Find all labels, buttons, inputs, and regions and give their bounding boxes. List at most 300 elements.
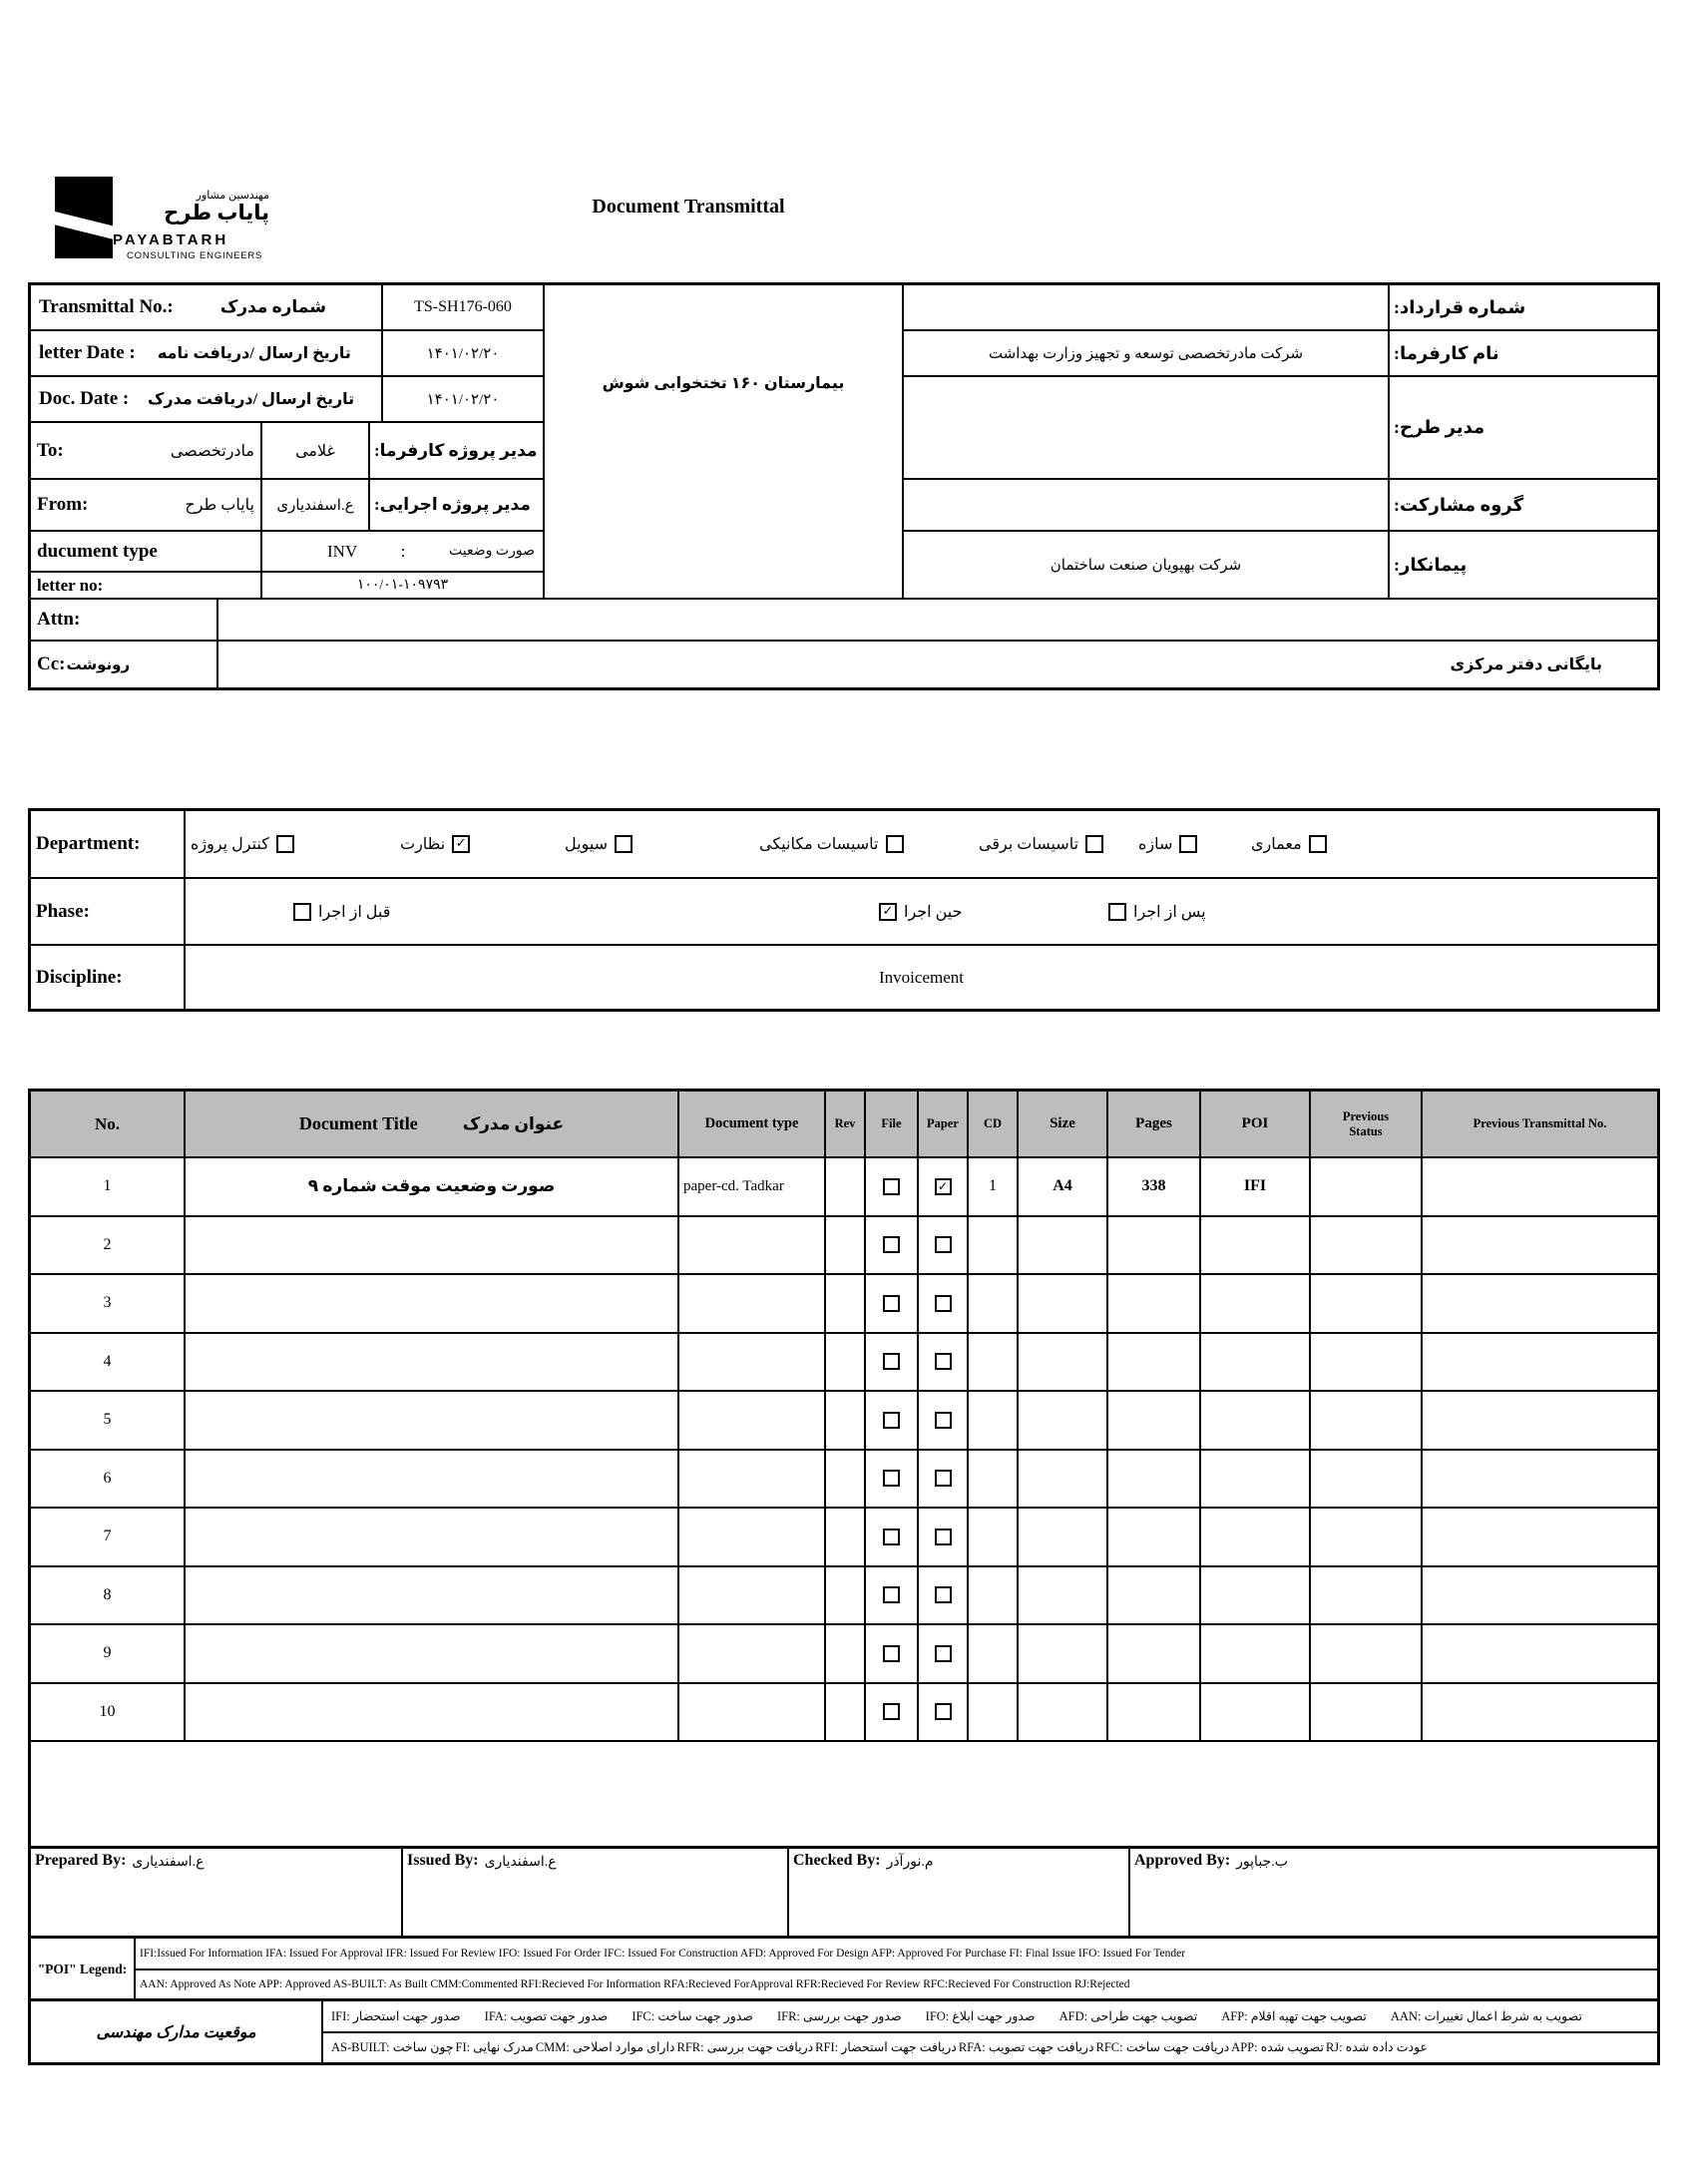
cell-size bbox=[1018, 1508, 1107, 1566]
plan-manager-label: مدیر طرح: bbox=[1389, 376, 1658, 479]
cell-poi bbox=[1200, 1450, 1310, 1509]
file-checkbox[interactable] bbox=[883, 1353, 900, 1370]
cell-pages: 338 bbox=[1107, 1157, 1200, 1216]
table-row bbox=[30, 1624, 1658, 1683]
contract-no-label: شماره قرارداد: bbox=[1389, 284, 1658, 330]
letter-date-label: letter Date : تاریخ ارسال /دریافت نامه bbox=[30, 330, 382, 376]
cell-prev_transmittal bbox=[1422, 1333, 1658, 1392]
cell-no: 6 bbox=[30, 1450, 185, 1509]
checkbox-option bbox=[565, 834, 633, 854]
legend-text: صدور جهت ساخت bbox=[657, 2008, 753, 2023]
checkbox-option-label: کنترل پروژه bbox=[191, 836, 269, 853]
cell-title bbox=[185, 1450, 678, 1509]
cell-paper bbox=[918, 1624, 968, 1683]
col-header-no: No. bbox=[30, 1091, 185, 1157]
cell-cd: 1 bbox=[968, 1157, 1018, 1216]
cell-file bbox=[865, 1216, 918, 1275]
file-checkbox[interactable] bbox=[883, 1470, 900, 1487]
checkbox-option-label: تاسیسات مکانیکی bbox=[759, 836, 879, 853]
col-header-doc-type: Document type bbox=[678, 1091, 825, 1157]
cell-cd bbox=[968, 1216, 1018, 1275]
table-row bbox=[30, 1157, 1658, 1216]
fa-legend-item bbox=[676, 2039, 813, 2055]
checkbox-option bbox=[293, 902, 390, 922]
cell-size bbox=[1018, 1450, 1107, 1509]
fa-legend-item bbox=[331, 2008, 461, 2024]
cell-pages bbox=[1107, 1216, 1200, 1275]
department-options bbox=[185, 810, 1658, 878]
cell-rev bbox=[825, 1216, 865, 1275]
client-name-label: نام کارفرما: bbox=[1389, 330, 1658, 376]
cell-file bbox=[865, 1566, 918, 1625]
file-checkbox[interactable] bbox=[883, 1412, 900, 1429]
cell-doc_type bbox=[678, 1566, 825, 1625]
cell-no: 2 bbox=[30, 1216, 185, 1275]
cell-size bbox=[1018, 1274, 1107, 1333]
cell-rev bbox=[825, 1450, 865, 1509]
cell-prev_transmittal bbox=[1422, 1274, 1658, 1333]
cc-label: Cc: رونوشت bbox=[30, 641, 217, 688]
attn-label: Attn: bbox=[30, 599, 217, 641]
cell-title bbox=[185, 1508, 678, 1566]
file-checkbox[interactable] bbox=[883, 1529, 900, 1545]
cell-rev bbox=[825, 1274, 865, 1333]
letter-date-value: ۱۴۰۱/۰۲/۲۰ bbox=[382, 330, 544, 376]
fa-legend-item bbox=[1391, 2008, 1582, 2024]
paper-checkbox[interactable] bbox=[935, 1295, 952, 1312]
cell-doc_type bbox=[678, 1274, 825, 1333]
cell-cd bbox=[968, 1333, 1018, 1392]
checked-checkbox[interactable]: ✓ bbox=[452, 835, 470, 853]
fa-legend-item bbox=[331, 2039, 454, 2055]
file-checkbox[interactable] bbox=[883, 1586, 900, 1603]
cell-doc_type bbox=[678, 1333, 825, 1392]
cell-pages bbox=[1107, 1391, 1200, 1450]
prepared-by: Prepared By: ع.اسفندیاری bbox=[30, 1848, 402, 1938]
paper-checkbox[interactable] bbox=[935, 1353, 952, 1370]
checked-checkbox[interactable]: ✓ bbox=[879, 903, 897, 921]
cell-cd bbox=[968, 1391, 1018, 1450]
checkbox-option-label: پس از اجرا bbox=[1133, 903, 1206, 921]
cell-pages bbox=[1107, 1566, 1200, 1625]
cell-no: 4 bbox=[30, 1333, 185, 1392]
cell-poi bbox=[1200, 1624, 1310, 1683]
department-label: Department: bbox=[30, 810, 185, 878]
cell-title bbox=[185, 1624, 678, 1683]
table-row bbox=[30, 1391, 1658, 1450]
approved-by: Approved By: ب.جباپور bbox=[1129, 1848, 1658, 1938]
cell-no: 8 bbox=[30, 1566, 185, 1625]
checkbox-option-label: معماری bbox=[1251, 836, 1302, 853]
jv-group-value bbox=[903, 479, 1389, 531]
document-type-value: INV : صورت وضعیت bbox=[261, 531, 544, 572]
cc-value: بایگانی دفتر مرکزی bbox=[217, 641, 1658, 688]
legend-code: AFP: bbox=[1221, 2008, 1251, 2023]
cell-size bbox=[1018, 1624, 1107, 1683]
cell-size: A4 bbox=[1018, 1157, 1107, 1216]
checkbox-option bbox=[879, 902, 963, 922]
document-type-label: ducument type bbox=[30, 531, 261, 572]
legend-code: IFR: bbox=[776, 2008, 804, 2023]
cell-size bbox=[1018, 1333, 1107, 1392]
col-header-cd: CD bbox=[968, 1091, 1018, 1157]
legend-text: تصویب جهت طراحی bbox=[1090, 2008, 1198, 2023]
cell-poi bbox=[1200, 1508, 1310, 1566]
cell-size bbox=[1018, 1683, 1107, 1742]
client-pm-label: مدیر پروژه کارفرما: bbox=[369, 422, 544, 479]
logo-mark-icon bbox=[55, 177, 113, 258]
cell-paper bbox=[918, 1566, 968, 1625]
cell-doc_type bbox=[678, 1450, 825, 1509]
company-logo bbox=[55, 177, 294, 266]
fa-legend-item bbox=[959, 2039, 1094, 2055]
legend-text: چون ساخت bbox=[392, 2040, 454, 2055]
checkbox-option bbox=[1108, 902, 1206, 922]
cell-paper bbox=[918, 1274, 968, 1333]
cell-cd bbox=[968, 1624, 1018, 1683]
signature-row bbox=[30, 1848, 1658, 1938]
cell-title bbox=[185, 1216, 678, 1275]
contract-no-value bbox=[903, 284, 1389, 330]
cell-size bbox=[1018, 1391, 1107, 1450]
legend-code: IFA: bbox=[484, 2008, 511, 2023]
cell-poi bbox=[1200, 1391, 1310, 1450]
checkbox-option-label: نظارت bbox=[400, 836, 446, 853]
legend-text: دریافت جهت بررسی bbox=[706, 2040, 814, 2055]
cell-prev_transmittal bbox=[1422, 1450, 1658, 1509]
poi-legend-line-1: IFI:Issued For Information IFA: Issued For Approval IFR: Issued For Review IFO: Issued For Order IFC: Issued For Construction AFD: Approved For Design AFP: Approved For Purchase FI: Final Issue IFO: Issued For Tender bbox=[135, 1938, 1658, 1969]
legend-text: صدور جهت تصویب bbox=[510, 2008, 609, 2023]
poi-legend-line-2: AAN: Approved As Note APP: Approved AS-BUILT: As Built CMM:Commented RFI:Recieved For Information RFA:Recieved ForApproval RFR:Recieved For Review RFC:Recieved For Construction RJ:Rejected bbox=[135, 1969, 1658, 2001]
file-checkbox[interactable] bbox=[883, 1703, 900, 1720]
table-row bbox=[30, 1216, 1658, 1275]
cell-no: 9 bbox=[30, 1624, 185, 1683]
cell-prev_status bbox=[1310, 1216, 1422, 1275]
legend-code: RJ: bbox=[1325, 2040, 1346, 2055]
legend-code: APP: bbox=[1231, 2040, 1261, 2055]
cell-prev_status bbox=[1310, 1508, 1422, 1566]
cell-pages bbox=[1107, 1683, 1200, 1742]
cell-doc_type bbox=[678, 1624, 825, 1683]
cell-paper bbox=[918, 1333, 968, 1392]
table-footer-empty bbox=[30, 1741, 1658, 1848]
cell-poi bbox=[1200, 1216, 1310, 1275]
cell-paper bbox=[918, 1508, 968, 1566]
table-row bbox=[30, 1566, 1658, 1625]
cell-file bbox=[865, 1274, 918, 1333]
cell-pages bbox=[1107, 1508, 1200, 1566]
cell-no: 5 bbox=[30, 1391, 185, 1450]
cell-file bbox=[865, 1450, 918, 1509]
legend-code: CMM: bbox=[535, 2040, 573, 2055]
checkbox-option-label: تاسیسات برقی bbox=[979, 836, 1079, 853]
attn-value bbox=[217, 599, 1658, 641]
cell-rev bbox=[825, 1566, 865, 1625]
table-row bbox=[30, 1333, 1658, 1392]
checked-by: Checked By: م.نورآذر bbox=[788, 1848, 1129, 1938]
fa-legend-item bbox=[777, 2008, 902, 2024]
col-header-poi: POI bbox=[1200, 1091, 1310, 1157]
cell-rev bbox=[825, 1157, 865, 1216]
cell-prev_status bbox=[1310, 1391, 1422, 1450]
cell-no: 3 bbox=[30, 1274, 185, 1333]
cell-prev_status bbox=[1310, 1624, 1422, 1683]
cell-poi: IFI bbox=[1200, 1157, 1310, 1216]
fa-legend-item bbox=[1326, 2039, 1428, 2055]
cell-title: صورت وضعیت موقت شماره ۹ bbox=[185, 1157, 678, 1216]
legend-code: AFD: bbox=[1058, 2008, 1091, 2023]
cell-prev_status bbox=[1310, 1333, 1422, 1392]
client-name-value: شرکت مادرتخصصی توسعه و تجهیز وزارت بهداشت bbox=[903, 330, 1389, 376]
phase-label: Phase: bbox=[30, 878, 185, 945]
cell-prev_transmittal bbox=[1422, 1157, 1658, 1216]
cell-prev_transmittal bbox=[1422, 1216, 1658, 1275]
cell-pages bbox=[1107, 1333, 1200, 1392]
unchecked-checkbox[interactable] bbox=[1108, 903, 1126, 921]
cell-doc_type bbox=[678, 1508, 825, 1566]
legend-code: IFC: bbox=[632, 2008, 658, 2023]
contractor-value: شرکت بهپویان صنعت ساختمان bbox=[903, 531, 1389, 599]
cell-size bbox=[1018, 1566, 1107, 1625]
legend-text: صدور جهت استحضار bbox=[352, 2008, 461, 2023]
paper-checkbox[interactable] bbox=[935, 1412, 952, 1429]
cell-file bbox=[865, 1624, 918, 1683]
cell-rev bbox=[825, 1391, 865, 1450]
legend-text: دارای موارد اصلاحی bbox=[572, 2040, 675, 2055]
logo-en: PAYABTARH bbox=[113, 231, 229, 248]
to-person: غلامی bbox=[261, 422, 369, 479]
table-row bbox=[30, 1274, 1658, 1333]
phase-options bbox=[185, 878, 1658, 945]
fa-legend-item bbox=[632, 2008, 753, 2024]
discipline-value: Invoicement bbox=[185, 945, 1658, 1010]
cell-title bbox=[185, 1566, 678, 1625]
unchecked-checkbox[interactable] bbox=[615, 835, 633, 853]
cell-paper bbox=[918, 1216, 968, 1275]
cell-file bbox=[865, 1157, 918, 1216]
file-checkbox[interactable] bbox=[883, 1295, 900, 1312]
plan-manager-value bbox=[903, 376, 1389, 479]
cell-paper bbox=[918, 1450, 968, 1509]
cell-title bbox=[185, 1391, 678, 1450]
legend-code: AAN: bbox=[1390, 2008, 1425, 2023]
unchecked-checkbox[interactable] bbox=[276, 835, 294, 853]
from-person: ع.اسفندیاری bbox=[261, 479, 369, 531]
legend-code: RFC: bbox=[1095, 2040, 1126, 2055]
legend-text: تصویب جهت تهیه اقلام bbox=[1250, 2008, 1367, 2023]
cell-cd bbox=[968, 1683, 1018, 1742]
cell-paper bbox=[918, 1683, 968, 1742]
fa-legend-row-1 bbox=[322, 2000, 1658, 2032]
cell-paper bbox=[918, 1157, 968, 1216]
legend-code: FI: bbox=[455, 2040, 474, 2055]
paper-checkbox[interactable] bbox=[935, 1529, 952, 1545]
table-row bbox=[30, 1683, 1658, 1742]
legend-code: IFI: bbox=[331, 2008, 353, 2023]
issued-by: Issued By: ع.اسفندیاری bbox=[402, 1848, 788, 1938]
cell-prev_transmittal bbox=[1422, 1391, 1658, 1450]
table-row bbox=[30, 1450, 1658, 1509]
fa-legend-item bbox=[536, 2039, 675, 2055]
cell-doc_type bbox=[678, 1216, 825, 1275]
cell-rev bbox=[825, 1333, 865, 1392]
legend-code: AS-BUILT: bbox=[331, 2040, 393, 2055]
transmittal-no-value: TS-SH176-060 bbox=[382, 284, 544, 330]
paper-checkbox[interactable] bbox=[935, 1236, 952, 1253]
document-table bbox=[30, 1091, 1658, 1848]
discipline-label: Discipline: bbox=[30, 945, 185, 1010]
poi-legend bbox=[30, 1938, 1658, 2000]
file-checkbox[interactable] bbox=[883, 1178, 900, 1195]
unchecked-checkbox[interactable] bbox=[293, 903, 311, 921]
paper-checkbox[interactable]: ✓ bbox=[935, 1178, 952, 1195]
col-header-paper: Paper bbox=[918, 1091, 968, 1157]
legend-text: دریافت جهت تصویب bbox=[988, 2040, 1094, 2055]
cell-size bbox=[1018, 1216, 1107, 1275]
col-header-pages: Pages bbox=[1107, 1091, 1200, 1157]
cell-title bbox=[185, 1333, 678, 1392]
from-cell: From: پایاب طرح bbox=[30, 479, 261, 531]
checkbox-option bbox=[1138, 834, 1197, 854]
checkbox-option-label: حین اجرا bbox=[904, 903, 963, 921]
legend-text: دریافت جهت ساخت bbox=[1125, 2040, 1230, 2055]
legend-text: مدرک نهایی bbox=[473, 2040, 534, 2055]
fa-legend-item bbox=[1059, 2008, 1198, 2024]
cell-cd bbox=[968, 1566, 1018, 1625]
paper-checkbox[interactable] bbox=[935, 1645, 952, 1662]
legend-text: تصویب به شرط اعمال تغییرات bbox=[1424, 2008, 1582, 2023]
fa-legend-item bbox=[1221, 2008, 1367, 2024]
cell-pages bbox=[1107, 1450, 1200, 1509]
cell-prev_status bbox=[1310, 1450, 1422, 1509]
legend-text: تصویب شده bbox=[1260, 2040, 1324, 2055]
poi-legend-label: "POI" Legend: bbox=[30, 1938, 135, 2000]
file-checkbox[interactable] bbox=[883, 1236, 900, 1253]
cell-rev bbox=[825, 1508, 865, 1566]
contractor-label: پیمانکار: bbox=[1389, 531, 1658, 599]
cell-title bbox=[185, 1274, 678, 1333]
cell-prev_status bbox=[1310, 1157, 1422, 1216]
cell-poi bbox=[1200, 1566, 1310, 1625]
paper-checkbox[interactable] bbox=[935, 1470, 952, 1487]
col-header-title: Document Title عنوان مدرک bbox=[185, 1091, 678, 1157]
cell-file bbox=[865, 1508, 918, 1566]
classification-table bbox=[30, 810, 1658, 1010]
cell-prev_status bbox=[1310, 1566, 1422, 1625]
cell-file bbox=[865, 1391, 918, 1450]
page-title: Document Transmittal bbox=[592, 196, 785, 218]
cell-doc_type: paper-cd. Tadkar bbox=[678, 1157, 825, 1216]
cell-prev_transmittal bbox=[1422, 1683, 1658, 1742]
col-header-rev: Rev bbox=[825, 1091, 865, 1157]
cell-cd bbox=[968, 1508, 1018, 1566]
doc-date-value: ۱۴۰۱/۰۲/۲۰ bbox=[382, 376, 544, 422]
info-table bbox=[30, 284, 1658, 688]
exec-pm-label: مدیر پروژه اجرایی: bbox=[369, 479, 544, 531]
col-header-size: Size bbox=[1018, 1091, 1107, 1157]
cell-cd bbox=[968, 1274, 1018, 1333]
fa-legend-row-2 bbox=[322, 2032, 1658, 2064]
unchecked-checkbox[interactable] bbox=[1085, 835, 1103, 853]
legend-text: صدور جهت ابلاغ bbox=[952, 2008, 1036, 2023]
col-header-prev-status: Previous Status bbox=[1310, 1091, 1422, 1157]
logo-fa-big: پایاب طرح bbox=[164, 201, 269, 224]
unchecked-checkbox[interactable] bbox=[886, 835, 904, 853]
logo-en-sub: CONSULTING ENGINEERS bbox=[127, 250, 263, 261]
unchecked-checkbox[interactable] bbox=[1179, 835, 1197, 853]
file-checkbox[interactable] bbox=[883, 1645, 900, 1662]
fa-legend-item bbox=[456, 2039, 534, 2055]
col-header-file: File bbox=[865, 1091, 918, 1157]
table-row bbox=[30, 1508, 1658, 1566]
col-header-prev-transmittal: Previous Transmittal No. bbox=[1422, 1091, 1658, 1157]
cell-pages bbox=[1107, 1624, 1200, 1683]
cell-doc_type bbox=[678, 1683, 825, 1742]
cell-prev_transmittal bbox=[1422, 1566, 1658, 1625]
cell-no: 1 bbox=[30, 1157, 185, 1216]
legend-code: RFR: bbox=[676, 2040, 707, 2055]
paper-checkbox[interactable] bbox=[935, 1703, 952, 1720]
cell-poi bbox=[1200, 1333, 1310, 1392]
project-name-cell: بیمارستان ۱۶۰ تختخوابی شوش bbox=[544, 284, 903, 599]
legend-text: دریافت جهت استحضار bbox=[841, 2040, 957, 2055]
checkbox-option-label: سازه bbox=[1138, 836, 1173, 853]
fa-legend-item bbox=[485, 2008, 609, 2024]
legend-code: RFA: bbox=[958, 2040, 989, 2055]
fa-legend bbox=[30, 2000, 1658, 2063]
letter-no-value: ۱۰۰/۰۱-۱۰۹۷۹۳ bbox=[261, 572, 544, 599]
checkbox-option-label: قبل از اجرا bbox=[318, 903, 391, 921]
fa-legend-item bbox=[815, 2039, 957, 2055]
cell-prev_transmittal bbox=[1422, 1508, 1658, 1566]
cell-poi bbox=[1200, 1274, 1310, 1333]
legend-code: IFO: bbox=[925, 2008, 953, 2023]
legend-text: صدور جهت بررسی bbox=[803, 2008, 902, 2023]
letter-no-label: letter no: bbox=[30, 572, 261, 599]
cell-rev bbox=[825, 1624, 865, 1683]
cell-no: 10 bbox=[30, 1683, 185, 1742]
cell-title bbox=[185, 1683, 678, 1742]
cell-prev_status bbox=[1310, 1274, 1422, 1333]
cell-doc_type bbox=[678, 1391, 825, 1450]
checkbox-option bbox=[191, 834, 294, 854]
fa-legend-item bbox=[1096, 2039, 1230, 2055]
legend-code: RFI: bbox=[815, 2040, 842, 2055]
cell-file bbox=[865, 1683, 918, 1742]
cell-poi bbox=[1200, 1683, 1310, 1742]
paper-checkbox[interactable] bbox=[935, 1586, 952, 1603]
cell-prev_status bbox=[1310, 1683, 1422, 1742]
fa-legend-label: موقعیت مدارک مهندسی bbox=[30, 2000, 322, 2063]
cell-no: 7 bbox=[30, 1508, 185, 1566]
cell-paper bbox=[918, 1391, 968, 1450]
checkbox-option bbox=[400, 834, 470, 854]
checkbox-option bbox=[759, 834, 904, 854]
fa-legend-item bbox=[1231, 2039, 1324, 2055]
to-cell: To: مادرتخصصی bbox=[30, 422, 261, 479]
fa-legend-item bbox=[926, 2008, 1036, 2024]
checkbox-option-label: سیویل bbox=[565, 836, 609, 853]
checkbox-option bbox=[1251, 834, 1327, 854]
jv-group-label: گروه مشارکت: bbox=[1389, 479, 1658, 531]
cell-file bbox=[865, 1333, 918, 1392]
unchecked-checkbox[interactable] bbox=[1309, 835, 1327, 853]
cell-prev_transmittal bbox=[1422, 1624, 1658, 1683]
transmittal-no-label: Transmittal No.: شماره مدرک bbox=[30, 284, 382, 330]
checkbox-option bbox=[979, 834, 1103, 854]
doc-date-label: Doc. Date : تاریخ ارسال /دریافت مدرک bbox=[30, 376, 382, 422]
cell-pages bbox=[1107, 1274, 1200, 1333]
